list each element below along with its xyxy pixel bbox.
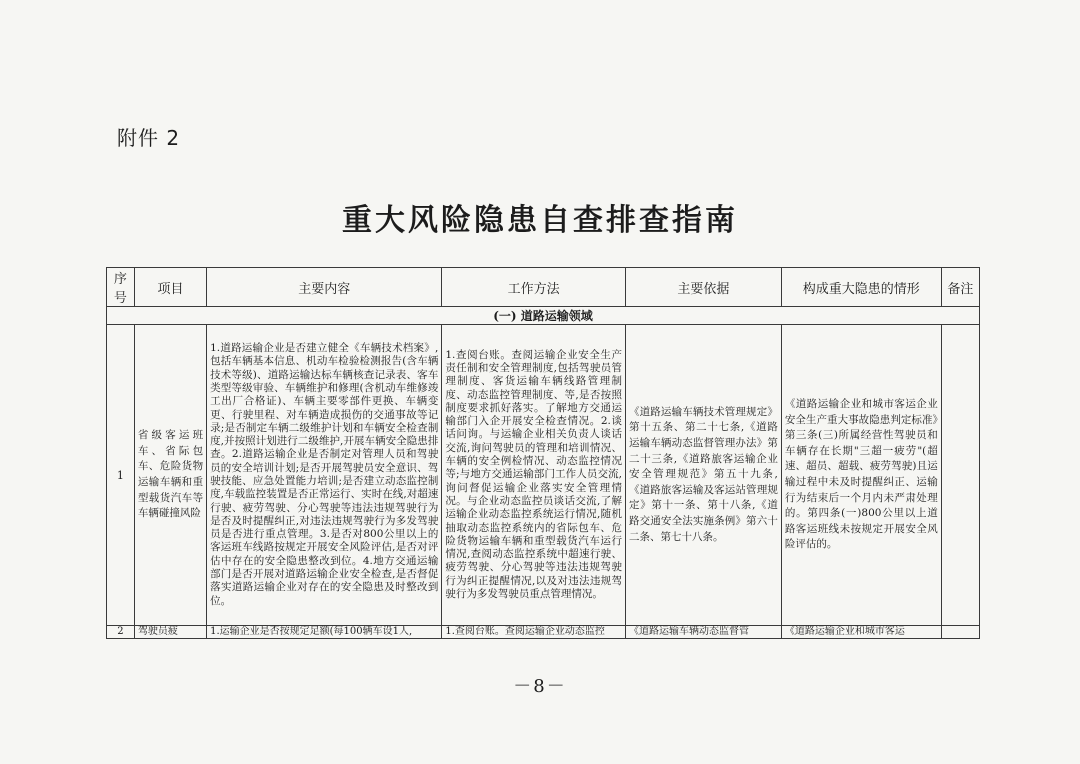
header-row — [107, 268, 980, 307]
table-row — [107, 325, 980, 626]
section-label: (一) 道路运输领域 — [107, 307, 980, 325]
column-header-content: 主要内容 — [207, 268, 442, 307]
column-header-hazard: 构成重大隐患的情形 — [781, 268, 941, 307]
table-row — [107, 626, 980, 639]
row-seq: 2 — [107, 626, 135, 639]
row-item: 驾驶员疲 — [134, 626, 206, 639]
row-content: 1.道路运输企业是否建立健全《车辆技术档案》,包括车辆基本信息、机动车检验检测报告(含车辆技术等级)、道路运输达标车辆核查记录表、客车类型等级审验、车辆维护和修理(含机动车维修竣工出厂合格证)、车辆主要零部件更换、车辆变更、行驶里程、对车辆造成损伤的交通事故等记录;是否制定车辆二级维护计划和车辆安全检查制度,并按照计划进行二级维护,开展车辆安全隐患排查。2.道路运输企业是否制定对管理人员和驾驶员的安全培训计划;是否开展驾驶员安全意识、驾驶技能、应急处置能力培训;是否建立动态监控制度,车载监控装置是否正常运行、实时在线,对超速行驶、疲劳驾驶、分心驾驶等违法违规驾驶行为是否及时提醒纠正,对违法违规驾驶行为多发驾驶员是否进行重点管理。3.是否对800公里以上的客运班车线路按规定开展安全风险评估,是否对评估中存在的安全隐患整改到位。4.地方交通运输部门是否开展对道路运输企业安全检查,是否督促落实道路运输企业对存在的安全隐患及时整改到位。 — [207, 325, 442, 626]
document-title: 重大风险隐患自查排查指南 — [342, 203, 738, 238]
row-note — [941, 325, 979, 626]
row-method: 1.查阅台账。查阅运输企业安全生产责任制和安全管理制度,包括驾驶员管理制度、客货运输车辆线路管理制度、动态监控管理制度、等,是否按照制度要求抓好落实。了解地方交通运输部门入企开展安全检查情况。2.谈话问询。与运输企业相关负责人谈话交流,询问驾驶员的管理和培训情况、车辆的安全例检情况、动态监控情况等;与地方交通运输部门工作人员交流,询问督促运输企业落实安全管理情况。与企业动态监控员谈话交流,了解运输企业动态监控系统运行情况,随机抽取动态监控系统内的省际包车、危险货物运输车辆和重型载货汽车运行情况,查阅动态监控系统中超速行驶、疲劳驾驶、分心驾驶等违法违规驾驶行为纠正提醒情况,以及对违法违规驾驶行为多发驾驶员重点管理情况。 — [442, 325, 626, 626]
row-content: 1.运输企业是否按规定足额(每100辆车设1人, — [207, 626, 442, 639]
row-item: 省级客运班车、省际包车、危险货物运输车辆和重型载货汽车等车辆碰撞风险 — [134, 325, 206, 626]
row-seq: 1 — [107, 325, 135, 626]
row-basis: 《道路运输车辆技术管理规定》第十五条、第二十七条,《道路运输车辆动态监督管理办法》第二十三条,《道路旅客运输企业安全管理规范》第五十九条,《道路旅客运输及客运站管理规定》第十一条、第十八条,《道路交通安全法实施条例》第六十二条、第七十八条。 — [626, 325, 782, 626]
row-hazard: 《道路运输企业和城市客运企业安全生产重大事故隐患判定标准》第三条(三)所属经营性驾驶员和车辆存在长期"三超一疲劳"(超速、超员、超载、疲劳驾驶)且运输过程中未及时提醒纠正、运输行为结束后一个月内未严肃处理的。第四条(一)800公里以上道路客运班线未按规定开展安全风险评估的。 — [781, 325, 941, 626]
column-header-method: 工作方法 — [442, 268, 626, 307]
column-header-seq: 序号 — [107, 268, 135, 307]
page-number: －8－ — [513, 676, 567, 697]
row-hazard: 《道路运输企业和城市客运 — [781, 626, 941, 639]
row-note — [941, 626, 979, 639]
column-header-basis: 主要依据 — [626, 268, 782, 307]
row-method: 1.查阅台账。查阅运输企业动态监控 — [442, 626, 626, 639]
column-header-item: 项目 — [134, 268, 206, 307]
section-row — [107, 307, 980, 325]
inspection-guide-table — [106, 267, 980, 639]
attachment-label: 附件 2 — [117, 126, 181, 150]
row-basis: 《道路运输车辆动态监督管 — [626, 626, 782, 639]
column-header-note: 备注 — [941, 268, 979, 307]
